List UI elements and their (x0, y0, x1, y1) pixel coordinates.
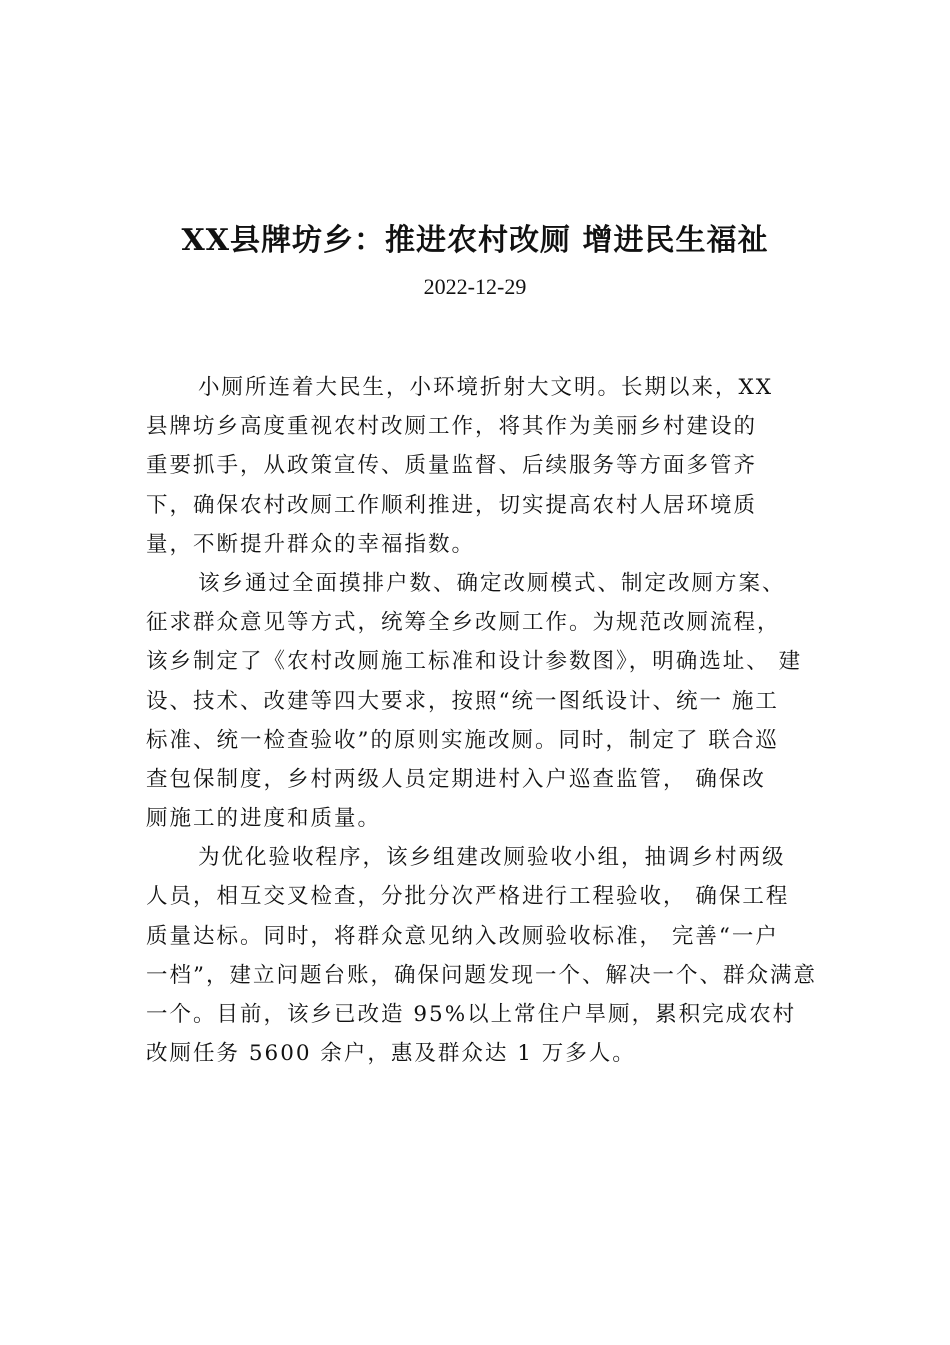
paragraph-line: 标准、统一检查验收”的原则实施改厕。同时，制定了 联合巡 (146, 727, 779, 753)
paragraph-line: 下，确保农村改厕工作顺利推进，切实提高农村人居环境质 (146, 492, 758, 518)
paragraph-line: 一档”，建立问题台账，确保问题发现一个、解决一个、群众满意 (146, 962, 817, 988)
paragraph-line: 小厕所连着大民生，小环境折射大文明。长期以来，XX (198, 375, 774, 400)
paragraph-line: 一个。目前，该乡已改造 95%以上常住户旱厕，累积完成农村 (146, 1002, 797, 1027)
paragraph-line: 厕施工的进度和质量。 (146, 806, 382, 832)
paragraph-line: 人员，相互交叉检查，分批分次严格进行工程验收， 确保工程 (146, 884, 790, 910)
paragraph-1 (146, 368, 826, 564)
paragraph-2 (146, 564, 826, 838)
paragraph-line: 为优化验收程序，该乡组建改厕验收小组，抽调乡村两级 (198, 845, 786, 871)
article-title: XX县牌坊乡：推进农村改厕 增进民生福祉 (181, 223, 769, 258)
paragraph-line: 量，不断提升群众的幸福指数。 (146, 531, 476, 557)
article-date: 2022-12-29 (423, 274, 527, 299)
paragraph-line: 该乡制定了《农村改厕施工标准和设计参数图》，明确选址、 建 (146, 649, 803, 675)
paragraph-line: 重要抓手，从政策宣传、质量监督、后续服务等方面多管齐 (146, 453, 758, 479)
paragraph-line: 设、技术、改建等四大要求，按照“统一图纸设计、统一 施工 (146, 688, 779, 714)
paragraph-3 (146, 838, 826, 1073)
paragraph-line: 该乡通过全面摸排户数、确定改厕模式、制定改厕方案、 (198, 570, 786, 596)
article-body (146, 368, 826, 1073)
paragraph-line: 县牌坊乡高度重视农村改厕工作，将其作为美丽乡村建设的 (146, 414, 758, 440)
paragraph-line: 质量达标。同时，将群众意见纳入改厕验收标准， 完善“一户 (146, 923, 779, 949)
paragraph-line: 征求群众意见等方式，统筹全乡改厕工作。为规范改厕流程， (146, 610, 781, 636)
paragraph-line: 改厕任务 5600 余户，惠及群众达 1 万多人。 (146, 1041, 636, 1067)
paragraph-line: 查包保制度，乡村两级人员定期进村入户巡查监管， 确保改 (146, 766, 766, 792)
